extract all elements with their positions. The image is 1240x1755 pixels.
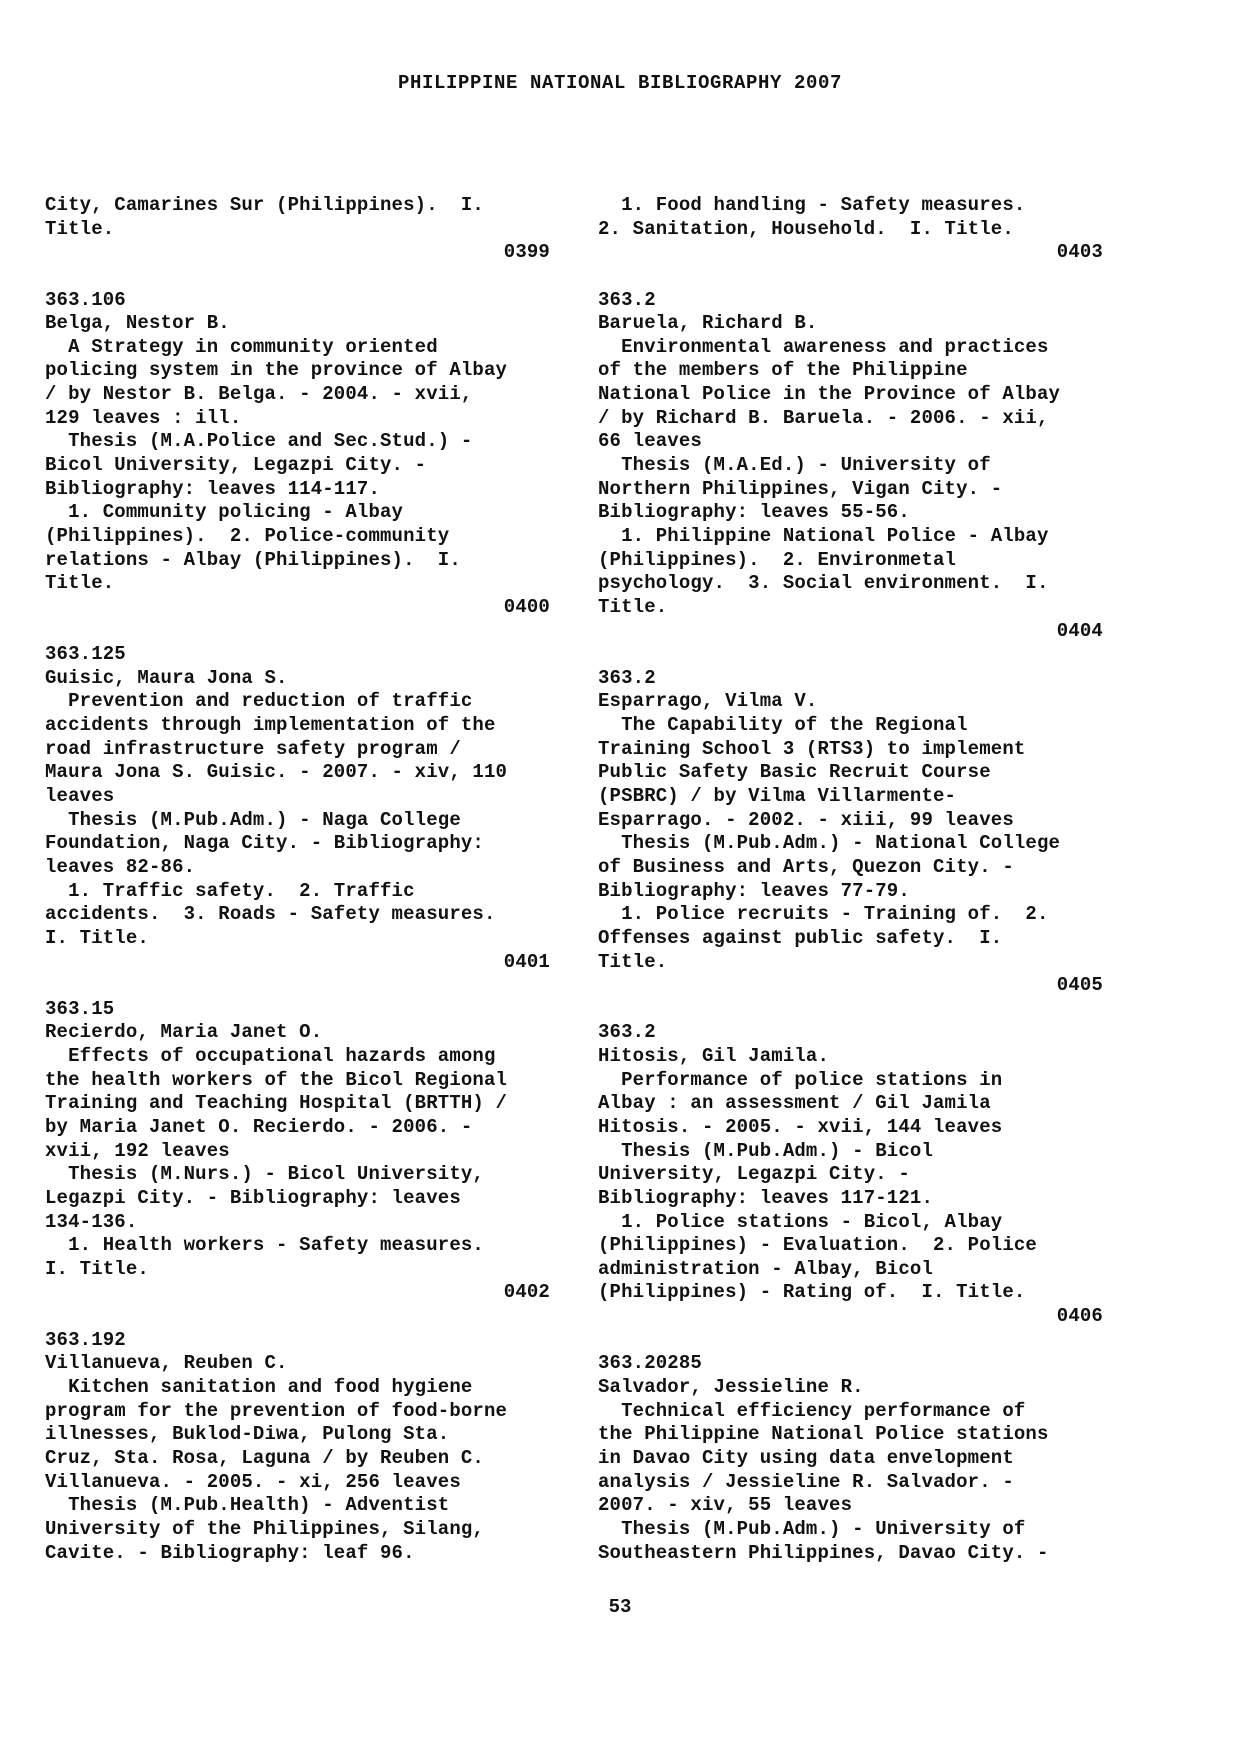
entry-line: Albay : an assessment / Gil Jamila: [598, 1092, 991, 1115]
entry-line: 363.125: [45, 643, 126, 666]
entry-line: 1. Traffic safety. 2. Traffic: [45, 879, 415, 902]
entry-line: psychology. 3. Social environment. I.: [598, 572, 1049, 595]
entry-line: 363.2: [598, 666, 656, 689]
entry-line: City, Camarines Sur (Philippines). I.: [45, 194, 484, 216]
entry-line: Public Safety Basic Recruit Course: [598, 761, 991, 784]
entry-number: 0399: [503, 241, 550, 264]
entry-line: accidents. 3. Roads - Safety measures.: [45, 903, 496, 926]
entry-spacer: [45, 620, 550, 644]
entry-line: Bibliography: leaves 117-121.: [598, 1186, 934, 1209]
entry-line: 1. Philippine National Police - Albay: [598, 524, 1049, 547]
entry-spacer: [45, 974, 550, 998]
entry-line: relations - Albay (Philippines). I.: [45, 548, 461, 571]
entry-line: Bibliography: leaves 114-117.: [45, 477, 381, 500]
entry-line: 2007. - xiv, 55 leaves: [598, 1494, 853, 1517]
entry-line: 1. Food handling - Safety measures.: [598, 194, 1026, 216]
entry-line: Esparrago. - 2002. - xiii, 99 leaves: [598, 808, 1014, 831]
entry-line: Cavite. - Bibliography: leaf 96.: [45, 1541, 415, 1564]
entry-line: The Capability of the Regional: [598, 714, 968, 737]
entry-line: (Philippines). 2. Environmetal: [598, 548, 957, 571]
entry-line: Thesis (M.Nurs.) - Bicol University,: [45, 1163, 484, 1186]
entry-number: 0405: [1056, 974, 1103, 997]
entry-line: National Police in the Province of Albay: [598, 383, 1061, 406]
entry-line: Prevention and reduction of traffic: [45, 690, 473, 713]
entry-line: / by Richard B. Baruela. - 2006. - xii,: [598, 406, 1049, 429]
entry-number: 0403: [1056, 241, 1103, 264]
entry-line: 363.15: [45, 997, 115, 1020]
entry-line: by Maria Janet O. Recierdo. - 2006. -: [45, 1115, 473, 1138]
entry-line: (PSBRC) / by Vilma Villarmente-: [598, 785, 957, 808]
entry-spacer: [598, 998, 1103, 1022]
entry-line: Hitosis, Gil Jamila.: [598, 1045, 830, 1068]
entry-line: Thesis (M.Pub.Adm.) - National College: [598, 832, 1061, 855]
entry-spacer: [45, 265, 550, 289]
entry-line: Cruz, Sta. Rosa, Laguna / by Reuben C.: [45, 1446, 484, 1469]
entry-line: University, Legazpi City. -: [598, 1163, 910, 1186]
entry-line: Salvador, Jessieline R.: [598, 1376, 864, 1399]
right-column: [598, 194, 1103, 1565]
entry-line: Offenses against public safety. I.: [598, 926, 1003, 949]
entry-number: 0401: [503, 950, 550, 973]
entry-line: Hitosis. - 2005. - xvii, 144 leaves: [598, 1115, 1003, 1138]
entry-line: leaves 82-86.: [45, 855, 196, 878]
entry-number: 0404: [1056, 619, 1103, 642]
entry-line: Technical efficiency performance of: [598, 1399, 1026, 1422]
entry-line: Title.: [45, 217, 115, 240]
entry-number: 0402: [503, 1281, 550, 1304]
entry-line: Performance of police stations in: [598, 1068, 1003, 1091]
entry-line: 66 leaves: [598, 430, 702, 453]
entry-line: 2. Sanitation, Household. I. Title.: [598, 217, 1014, 240]
entry-line: Effects of occupational hazards among: [45, 1045, 496, 1068]
entry-line: (Philippines). 2. Police-community: [45, 524, 450, 547]
entry-line: of the members of the Philippine: [598, 359, 968, 382]
entry-line: I. Title.: [45, 1257, 149, 1280]
entry-line: / by Nestor B. Belga. - 2004. - xvii,: [45, 383, 473, 406]
entry-line: policing system in the province of Albay: [45, 359, 508, 382]
entry-line: I. Title.: [45, 926, 149, 949]
entry-line: Recierdo, Maria Janet O.: [45, 1021, 323, 1044]
entry-line: Belga, Nestor B.: [45, 312, 230, 335]
entry-line: 1. Police recruits - Training of. 2.: [598, 903, 1049, 926]
entry-line: leaves: [45, 785, 115, 808]
entry-line: Villanueva. - 2005. - xi, 256 leaves: [45, 1470, 461, 1493]
entry-spacer: [598, 1329, 1103, 1353]
entry-line: 1. Community policing - Albay: [45, 501, 404, 524]
entry-number: 0400: [503, 595, 550, 618]
entry-spacer: [598, 643, 1103, 667]
entry-line: the Philippine National Police stations: [598, 1423, 1049, 1446]
entry-line: Title.: [598, 950, 668, 973]
entry-line: 363.106: [45, 288, 126, 311]
page-number: 53: [608, 1596, 632, 1618]
entry-line: 363.2: [598, 288, 656, 311]
entry-line: administration - Albay, Bicol: [598, 1257, 934, 1280]
entry-line: Guisic, Maura Jona S.: [45, 666, 288, 689]
entry-line: of Business and Arts, Quezon City. -: [598, 855, 1014, 878]
entry-line: illnesses, Buklod-Diwa, Pulong Sta.: [45, 1423, 450, 1446]
entry-spacer: [45, 1305, 550, 1329]
entry-line: Southeastern Philippines, Davao City. -: [598, 1541, 1049, 1564]
page-header-title: PHILIPPINE NATIONAL BIBLIOGRAPHY 2007: [397, 72, 843, 94]
entry-line: Maura Jona S. Guisic. - 2007. - xiv, 110: [45, 761, 508, 784]
left-column: [45, 194, 550, 1565]
entry-line: Northern Philippines, Vigan City. -: [598, 477, 1003, 500]
entry-line: (Philippines) - Evaluation. 2. Police: [598, 1234, 1037, 1257]
entry-line: (Philippines) - Rating of. I. Title.: [598, 1281, 1026, 1304]
entry-line: Baruela, Richard B.: [598, 312, 818, 335]
entry-line: Title.: [598, 595, 668, 618]
entry-line: 363.20285: [598, 1352, 702, 1375]
entry-line: Thesis (M.A.Ed.) - University of: [598, 454, 991, 477]
entry-line: Bibliography: leaves 77-79.: [598, 879, 910, 902]
entry-line: Villanueva, Reuben C.: [45, 1352, 288, 1375]
entry-line: Esparrago, Vilma V.: [598, 690, 818, 713]
entry-line: the health workers of the Bicol Regional: [45, 1068, 508, 1091]
entry-line: Training and Teaching Hospital (BRTTH) /: [45, 1092, 508, 1115]
entry-line: analysis / Jessieline R. Salvador. -: [598, 1470, 1014, 1493]
entry-line: 1. Health workers - Safety measures.: [45, 1234, 484, 1257]
entry-line: Bibliography: leaves 55-56.: [598, 501, 910, 524]
entry-line: Thesis (M.A.Police and Sec.Stud.) -: [45, 430, 473, 453]
entry-line: in Davao City using data envelopment: [598, 1446, 1014, 1469]
entry-line: 363.2: [598, 1021, 656, 1044]
entry-line: Kitchen sanitation and food hygiene: [45, 1376, 473, 1399]
entry-line: Legazpi City. - Bibliography: leaves: [45, 1186, 461, 1209]
entry-line: Thesis (M.Pub.Health) - Adventist: [45, 1494, 450, 1517]
entry-line: 363.192: [45, 1328, 126, 1351]
entry-line: accidents through implementation of the: [45, 714, 496, 737]
entry-line: Thesis (M.Pub.Adm.) - Bicol: [598, 1139, 934, 1162]
entry-line: 1. Police stations - Bicol, Albay: [598, 1210, 1003, 1233]
entry-line: Thesis (M.Pub.Adm.) - Naga College: [45, 808, 461, 831]
entry-line: Bicol University, Legazpi City. -: [45, 454, 427, 477]
entry-line: 129 leaves : ill.: [45, 406, 242, 429]
entry-line: Foundation, Naga City. - Bibliography:: [45, 832, 484, 855]
entry-line: program for the prevention of food-borne: [45, 1399, 508, 1422]
entry-line: road infrastructure safety program /: [45, 737, 461, 760]
entry-line: xvii, 192 leaves: [45, 1139, 230, 1162]
entry-spacer: [598, 265, 1103, 289]
entry-number: 0406: [1056, 1305, 1103, 1328]
entry-line: A Strategy in community oriented: [45, 335, 438, 358]
entry-line: 134-136.: [45, 1210, 138, 1233]
entry-line: Thesis (M.Pub.Adm.) - University of: [598, 1517, 1026, 1540]
entry-line: Environmental awareness and practices: [598, 335, 1049, 358]
entry-line: Training School 3 (RTS3) to implement: [598, 737, 1026, 760]
entry-line: Title.: [45, 572, 115, 595]
entry-line: University of the Philippines, Silang,: [45, 1517, 484, 1540]
